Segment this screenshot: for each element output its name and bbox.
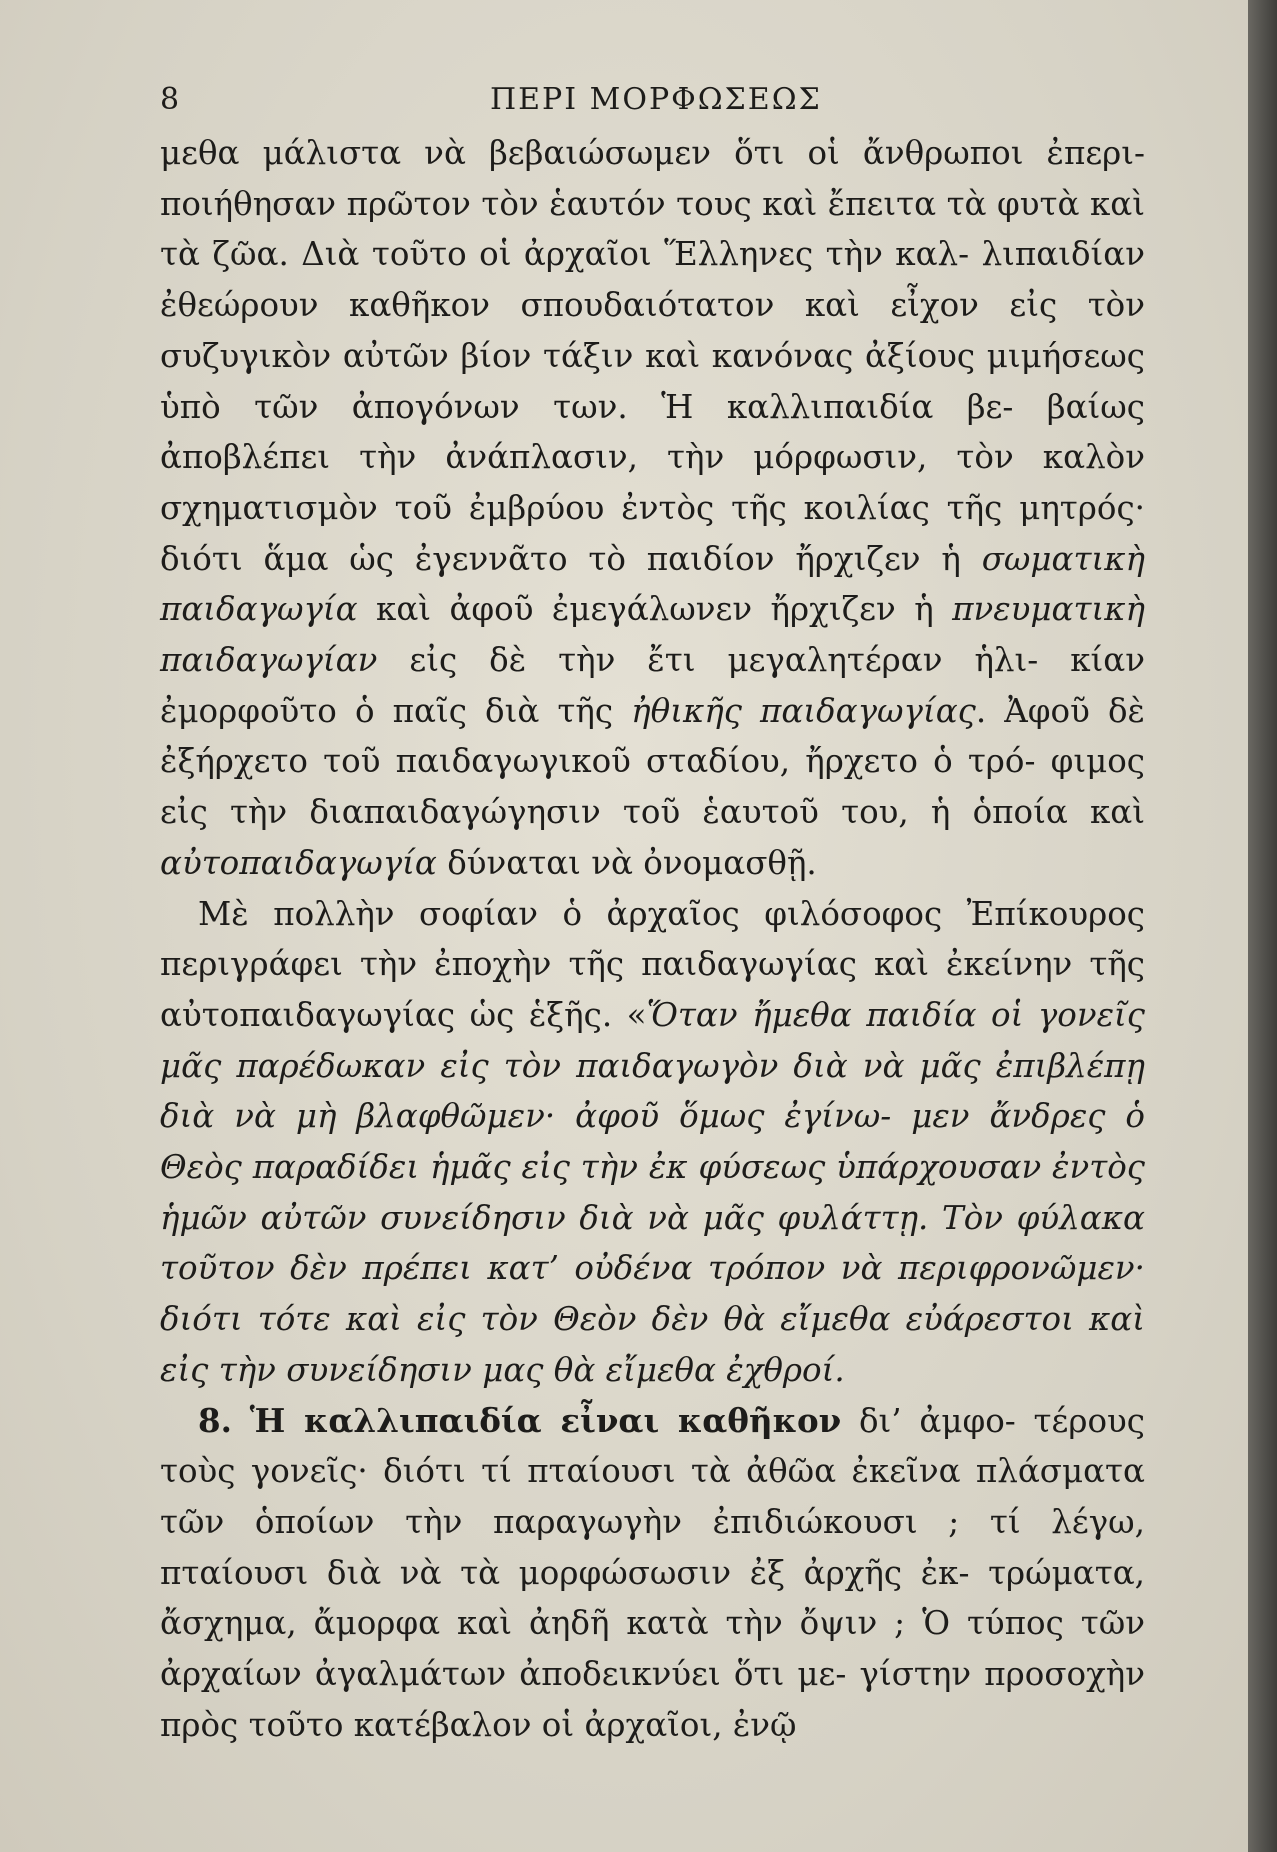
text-segment: δύναται νὰ ὀνομασθῇ. [436, 843, 817, 882]
section-heading: Ἡ καλλιπαιδία εἶναι καθῆκον [249, 1400, 842, 1440]
section-number: 8. [198, 1400, 232, 1440]
epicurus-quote: Ὅταν ἤμεθα παιδία οἱ γονεῖς μᾶς παρέδωκαν εἰς τὸν παιδαγωγὸν διὰ νὰ μᾶς ἐπιβλέπῃ διὰ νὰ μὴ βλαφθῶμεν· ἀφοῦ ὅμως ἐγίνω- μεν ἄνδρες ὁ Θεὸς παραδίδει ἡμᾶς εἰς τὴν ἐκ φύσεως ὑπάρχουσαν ἐντὸς ἡμῶν αὐτῶν συνείδησιν διὰ νὰ μᾶς φυλάττῃ. Τὸν φύλακα τοῦτον δὲν πρέπει κατ’ οὐδένα τρόπον νὰ περιφρονῶμεν· διότι τότε καὶ εἰς τὸν Θεὸν δὲν θὰ εἴμεθα εὐάρεστοι καὶ εἰς τὴν συνείδησιν μας θὰ εἴμεθα ἐχθροί. [160, 995, 1145, 1389]
paragraph-1 [160, 128, 1145, 889]
page-number: 8 [160, 82, 180, 117]
body-text [160, 128, 1145, 1751]
running-title: ΠΕΡΙ ΜΟΡΦΩΣΕΩΣ [490, 82, 822, 117]
text-segment: . Ἀφοῦ δὲ ἐξήρχετο τοῦ παιδαγωγικοῦ σταδίου, ἤρχετο ὁ τρό- φιμος εἰς τὴν διαπαιδαγώγησιν τοῦ ἑαυτοῦ του, ἡ ὁποία καὶ [160, 691, 1145, 832]
paragraph-3-text: δι’ ἀμφο- τέρους τοὺς γονεῖς· διότι τί πταίουσι τὰ ἀθῶα ἐκεῖνα πλάσματα τῶν ὁποίων τὴν παραγωγὴν ἐπιδιώκουσι ; τί λέγω, πταίουσι διὰ νὰ τὰ μορφώσωσιν ἐξ ἀρχῆς ἐκ- τρώματα, ἄσχημα, ἄμορφα καὶ ἀηδῆ κατὰ τὴν ὄψιν ; Ὁ τύπος τῶν ἀρχαίων ἀγαλμάτων ἀποδεικνύει ὅτι με- γίστην προσοχὴν πρὸς τοῦτο κατέβαλον οἱ ἀρχαῖοι, ἐνῷ [160, 1401, 1145, 1744]
phrase-moral-education: ἠθικῆς παιδαγωγίας [631, 691, 976, 730]
paragraph-2 [160, 889, 1145, 1396]
phrase-spiritual-education: πνευματικὴ παιδαγωγίαν [160, 590, 1145, 680]
text-segment: εἰς δὲ τὴν ἔτι μεγαλητέραν ἡλι- κίαν ἐμορφοῦτο ὁ παῖς διὰ τῆς [160, 641, 1145, 730]
phrase-physical-education: σωματικὴ παιδαγωγία [160, 539, 1145, 629]
page-header [160, 78, 1160, 128]
phrase-self-education: αὐτοπαιδαγωγία [160, 843, 437, 882]
paragraph-2-intro: Μὲ πολλὴν σοφίαν ὁ ἀρχαῖος φιλόσοφος Ἐπίκουρος περιγράφει τὴν ἐποχὴν τῆς παιδαγωγίας καὶ ἐκείνην τῆς αὐτοπαιδαγωγίας ὡς ἑξῆς. « [160, 894, 1145, 1034]
paragraph-1-continuation [160, 540, 1145, 882]
text-segment: καὶ ἀφοῦ ἐμεγάλωνεν ἤρχιζεν ἡ [357, 590, 953, 629]
book-spine-shadow [1248, 0, 1277, 1852]
paragraph-3 [160, 1396, 1145, 1751]
paragraph-1-text: μεθα μάλιστα νὰ βεβαιώσωμεν ὅτι οἱ ἄνθρωποι ἐπερι- ποιήθησαν πρῶτον τὸν ἑαυτόν τους καὶ ἔπειτα τὰ φυτὰ καὶ τὰ ζῶα. Διὰ τοῦτο οἱ ἀρχαῖοι Ἕλληνες τὴν καλ- λιπαιδίαν ἐθεώρουν καθῆκον σπουδαιότατον καὶ εἶχον εἰς τὸν συζυγικὸν αὐτῶν βίον τάξιν καὶ κανόνας ἀξίους μιμήσεως ὑπὸ τῶν ἀπογόνων των. Ἡ καλλιπαιδία βε- βαίως ἀποβλέπει τὴν ἀνάπλασιν, τὴν μόρφωσιν, τὸν καλὸν σχηματισμὸν τοῦ ἐμβρύου ἐντὸς τῆς κοιλίας τῆς μητρός· διότι ἅμα ὡς ἐγεννᾶτο τὸ παιδίον ἤρχιζεν ἡ [160, 134, 1145, 578]
